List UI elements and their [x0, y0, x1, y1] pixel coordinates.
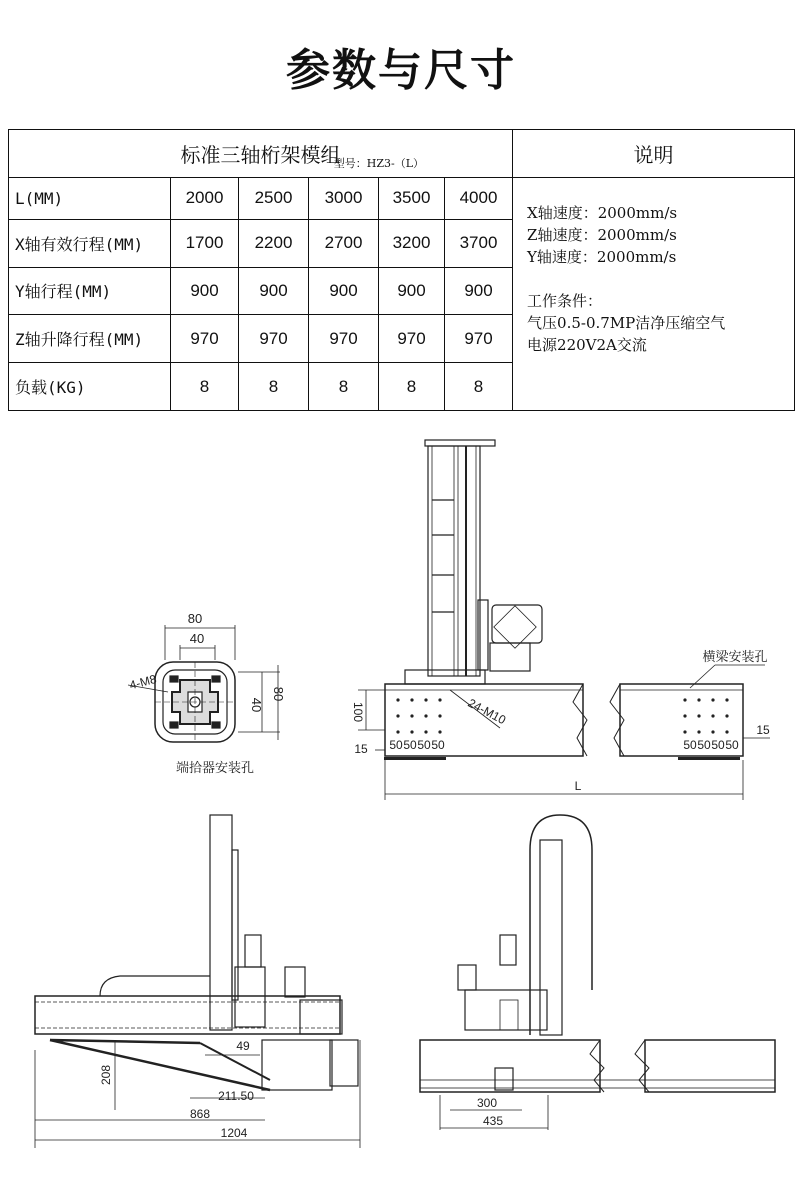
cell: 2200 — [239, 219, 309, 267]
front-spacing-right-2: 50 — [697, 738, 711, 752]
front-spacing-right-4: 50 — [725, 738, 739, 752]
table-header-main — [9, 130, 513, 178]
cell: 8 — [171, 363, 239, 411]
side-dim-49: 49 — [236, 1039, 250, 1053]
cell: 3500 — [379, 178, 445, 220]
row-label: L(MM) — [9, 178, 171, 220]
profile-caption: 端拾器安装孔 — [175, 760, 255, 775]
model-label: 型号：HZ3-（L） — [333, 157, 425, 170]
note-conditions-title: 工作条件： — [527, 292, 603, 310]
cell: 900 — [445, 267, 513, 315]
front-dim-15-right: 15 — [756, 723, 770, 737]
side-dim-1204: 1204 — [220, 1126, 248, 1140]
front-dim-L: L — [574, 779, 582, 793]
cell: 900 — [171, 267, 239, 315]
front-dim-100: 100 — [351, 701, 365, 723]
side-dim-868: 868 — [189, 1107, 211, 1121]
front-thread: 24-M10 — [465, 695, 509, 728]
cell: 970 — [309, 315, 379, 363]
note-x-speed: X轴速度：2000mm/s — [527, 204, 678, 222]
spec-table — [8, 129, 795, 411]
cell: 2700 — [309, 219, 379, 267]
side-view-right — [420, 815, 775, 1092]
row-label: Y轴行程(MM) — [9, 267, 171, 315]
side-left-dims — [35, 1040, 360, 1148]
note-z-speed: Z轴速度：2000mm/s — [527, 226, 677, 244]
cell: 8 — [379, 363, 445, 411]
front-dims — [358, 665, 770, 800]
cell: 8 — [239, 363, 309, 411]
profile-dim-40-top: 40 — [189, 631, 205, 646]
cell: 970 — [239, 315, 309, 363]
row-label: 负载(KG) — [9, 363, 171, 411]
side-dim-208: 208 — [99, 1064, 113, 1086]
cell: 8 — [445, 363, 513, 411]
note-air: 气压0.5-0.7MP洁净压缩空气 — [527, 314, 726, 332]
front-view — [385, 440, 743, 756]
beam-caption: 横梁安装孔 — [702, 649, 768, 664]
row-label: Z轴升降行程(MM) — [9, 315, 171, 363]
cell: 3000 — [309, 178, 379, 220]
profile-dim-40-side: 40 — [249, 697, 264, 713]
profile-thread: 4-M8 — [127, 671, 158, 693]
cell: 970 — [445, 315, 513, 363]
side-view-left — [35, 815, 358, 1090]
profile-dim-80-top: 80 — [187, 611, 203, 626]
cell: 4000 — [445, 178, 513, 220]
table-header-notes: 说明 — [513, 130, 795, 178]
front-spacing-left-4: 50 — [431, 738, 445, 752]
front-spacing-right-3: 50 — [711, 738, 725, 752]
table-row — [9, 178, 795, 220]
front-spacing-right-1: 50 — [683, 738, 697, 752]
front-spacing-left-1: 50 — [389, 738, 403, 752]
cell: 900 — [239, 267, 309, 315]
cell: 3700 — [445, 219, 513, 267]
notes-cell — [513, 178, 795, 411]
cell: 3200 — [379, 219, 445, 267]
side-dim-435: 435 — [482, 1114, 504, 1128]
side-dim-300: 300 — [476, 1096, 498, 1110]
note-y-speed: Y轴速度：2000mm/s — [527, 248, 677, 266]
table-header-main-label: 标准三轴桁架模组 — [180, 143, 341, 167]
front-spacing-left-2: 50 — [403, 738, 417, 752]
page-title: 参数与尺寸 — [286, 45, 516, 96]
cell: 900 — [379, 267, 445, 315]
cell: 1700 — [171, 219, 239, 267]
cell: 970 — [171, 315, 239, 363]
technical-drawing — [0, 420, 802, 1196]
row-label: X轴有效行程(MM) — [9, 219, 171, 267]
note-power: 电源220V2A交流 — [527, 336, 647, 354]
cell: 900 — [309, 267, 379, 315]
cell: 8 — [309, 363, 379, 411]
cell: 970 — [379, 315, 445, 363]
front-spacing-left-3: 50 — [417, 738, 431, 752]
front-dim-15-left: 15 — [354, 742, 368, 756]
profile-dim-80-side: 80 — [271, 686, 286, 702]
cell: 2500 — [239, 178, 309, 220]
cell: 2000 — [171, 178, 239, 220]
side-dim-211: 211.50 — [218, 1089, 254, 1103]
